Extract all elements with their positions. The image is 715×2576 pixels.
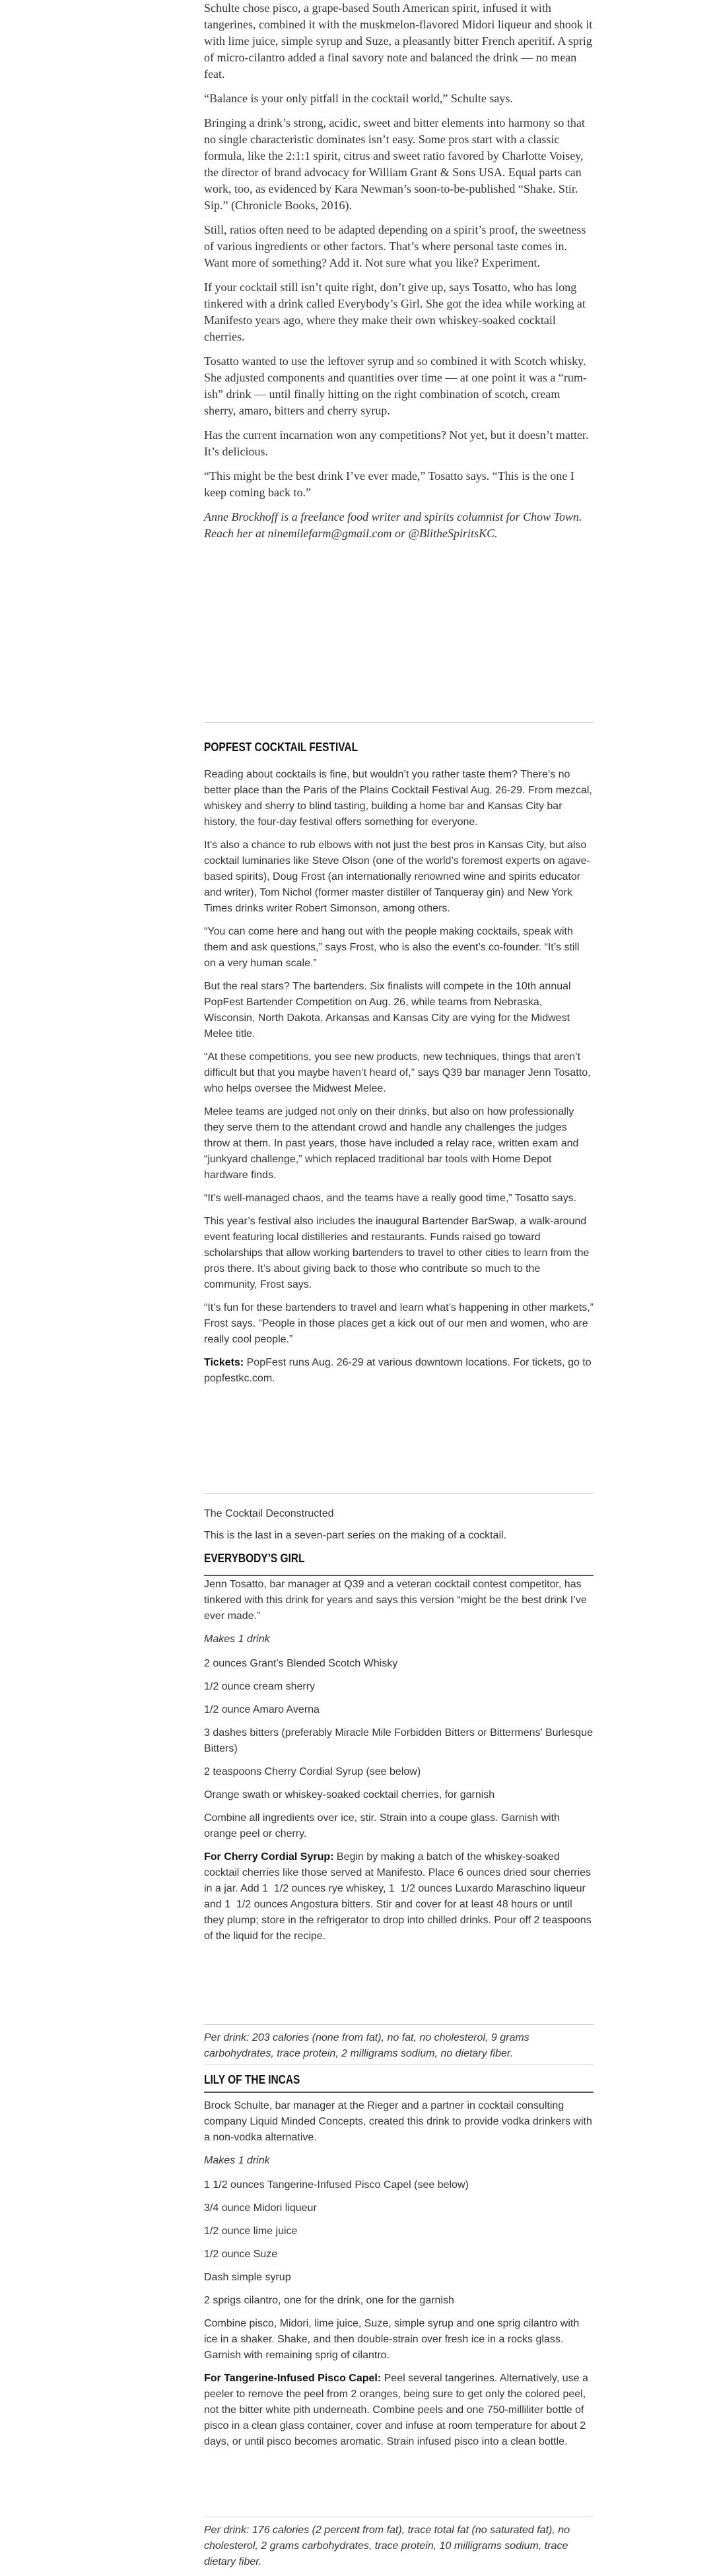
festival-paragraph: This year’s festival also includes the inaugural Bartender BarSwap, a walk-around event featuring local distilleries and restaurants. Funds raised go toward scholarships that allow working bartenders to travel to other cities to learn from the pros there. It’s about giving back to those who contribute so much to the community, Frost says. bbox=[204, 1216, 590, 1290]
ingredient-item: 3 dashes bitters (preferably Miracle Mile Forbidden Bitters or Bittermens’ Burlesque Bitters) bbox=[204, 1727, 593, 1754]
sub-recipe-text: Peel several tangerines. Alternatively, use a peeler to remove the peel from 2 oranges, being sure to get only the colored peel, not the bitter white pith underneath. Combine peels and one 750-milliliter bottle of pisco in a clean glass container, cover and infuse at room temperature for about 2 days, or until pisco becomes aromatic. Strain infused pisco into a clean bottle. bbox=[204, 2373, 588, 2447]
recipe-heading: LILY OF THE INCAS bbox=[204, 2073, 300, 2086]
ingredient-item: 2 sprigs cilantro, one for the drink, one for the garnish bbox=[204, 2295, 454, 2306]
sub-recipe-label: For Tangerine-Infused Pisco Capel: bbox=[204, 2373, 382, 2384]
ingredient-item: 1/2 ounce Suze bbox=[204, 2249, 278, 2260]
nutrition-info: Per drink: 203 calories (none from fat), no fat, no cholesterol, 9 grams carbohydrates, trace protein, 2 milligrams sodium, no dietary fiber. bbox=[204, 2032, 529, 2059]
ingredient-item: 1/2 ounce cream sherry bbox=[204, 1681, 316, 1692]
sub-recipe bbox=[204, 1849, 594, 1944]
ingredient-item: 2 teaspoons Cherry Cordial Syrup (see below) bbox=[204, 1766, 421, 1777]
ingredient-item: Orange swath or whiskey-soaked cocktail cherries, for garnish bbox=[204, 1789, 495, 1800]
ingredient-item: 1 1/2 ounces Tangerine-Infused Pisco Capel (see below) bbox=[204, 2179, 469, 2191]
festival-paragraph: It’s also a chance to rub elbows with not just the best pros in Kansas City, but also cocktail luminaries like Steve Olson (one of the world’s foremost experts on agave-based spirits), Doug Frost (an internationally renowned wine and spirits educator and writer), Tom Nichol (former master distiller of Tanqueray gin) and New York Times drinks writer Robert Simonson, among others. bbox=[204, 840, 590, 914]
recipe-yield: Makes 1 drink bbox=[204, 2155, 270, 2166]
festival-heading: POPFEST COCKTAIL FESTIVAL bbox=[204, 741, 358, 754]
author-bio: Anne Brockhoff is a freelance food writer and spirits columnist for Chow Town. Reach her at ninemilefarm@gmail.com or @BlitheSpiritsKC. bbox=[204, 510, 582, 540]
ingredient-item: 1/2 ounce Amaro Averna bbox=[204, 1704, 320, 1715]
sub-recipe bbox=[204, 2371, 594, 2450]
ingredient-item: Dash simple syrup bbox=[204, 2272, 291, 2283]
story-paragraph: “This might be the best drink I’ve ever made,” Tosatto says. “This is the one I keep coming back to.” bbox=[204, 469, 574, 499]
ingredient-item: 1/2 ounce lime juice bbox=[204, 2226, 298, 2237]
festival-paragraph: “You can come here and hang out with the people making cocktails, speak with them and ask questions,” says Frost, who is also the event’s co-founder. “It’s still on a very human scale.” bbox=[204, 926, 580, 969]
recipe-method: Combine pisco, Midori, lime juice, Suze, simple syrup and one sprig cilantro with ice in a shaker. Shake, and then double-strain over fresh ice in a rocks glass. Garnish with remaining sprig of cilantro. bbox=[204, 2318, 580, 2361]
section-divider bbox=[204, 2064, 594, 2065]
festival-box bbox=[204, 739, 594, 1394]
section-divider bbox=[204, 722, 594, 723]
recipe-intro: Jenn Tosatto, bar manager at Q39 and a veteran cocktail contest competitor, has tinkered with this drink for years and says this version “might be the best drink I’ve ever made.” bbox=[204, 1579, 587, 1622]
festival-paragraph: “It’s fun for these bartenders to travel and learn what’s happening in other markets,” Frost says. “People in those places get a kick out of our men and women, who are really cool people.” bbox=[204, 1302, 594, 1345]
tickets-text: PopFest runs Aug. 26-29 at various downtown locations. For tickets, go to popfestkc.com. bbox=[204, 1357, 592, 1384]
section-divider bbox=[204, 1493, 594, 1494]
ingredient-item: 3/4 ounce Midori liqueur bbox=[204, 2202, 317, 2214]
recipe-heading: EVERYBODY’S GIRL bbox=[204, 1552, 305, 1565]
series-note: This is the last in a seven-part series on the making of a cocktail. bbox=[204, 1530, 506, 1541]
story-paragraph: Bringing a drink’s strong, acidic, sweet and bitter elements into harmony so that no single characteristic dominates isn’t easy. Some pros start with a classic formula, like the 2:1:1 spirit, citrus and sweet ratio favored by Charlotte Voisey, the director of brand advocacy for William Grant & Sons USA. Equal parts can work, too, as evidenced by Kara Newman’s soon-to-be-published “Shake. Stir. Sip.” (Chronicle Books, 2016). bbox=[204, 116, 585, 212]
recipe-intro: Brock Schulte, bar manager at the Rieger and a partner in cocktail consulting company Liquid Minded Concepts, created this drink to provide vodka drinkers with a non-vodka alternative. bbox=[204, 2100, 592, 2143]
heading-underline bbox=[204, 1575, 594, 1576]
section-divider bbox=[204, 2024, 594, 2025]
story-paragraph: Still, ratios often need to be adapted depending on a spirit’s proof, the sweetness of various ingredients or other factors. That’s where personal taste comes in. Want more of something? Add it. Not sure what you like? Experiment. bbox=[204, 223, 586, 269]
tickets-label: Tickets: bbox=[204, 1357, 244, 1368]
heading-underline bbox=[204, 2092, 594, 2093]
recipe-method: Combine all ingredients over ice, stir. Strain into a coupe glass. Garnish with orange peel or cherry. bbox=[204, 1812, 560, 1839]
festival-paragraph: “It’s well-managed chaos, and the teams have a really good time,” Tosatto says. bbox=[204, 1193, 577, 1204]
series-title: The Cocktail Deconstructed bbox=[204, 1508, 334, 1519]
tickets-info bbox=[204, 1355, 594, 1387]
nutrition-info: Per drink: 176 calories (2 percent from fat), trace total fat (no saturated fat), no cholesterol, 2 grams carbohydrates, trace protein, 10 milligrams sodium, trace dietary fiber. bbox=[204, 2525, 570, 2567]
story-paragraph: Schulte chose pisco, a grape-based South American spirit, infused it with tangerines, combined it with the muskmelon-flavored Midori liqueur and shook it with lime juice, simple syrup and Suze, a pleasantly bitter French aperitif. A sprig of micro-cilantro added a final savory note and balanced the drink — no mean feat. bbox=[204, 1, 593, 81]
sub-recipe-label: For Cherry Cordial Syrup: bbox=[204, 1851, 334, 1863]
ingredient-item: 2 ounces Grant’s Blended Scotch Whisky bbox=[204, 1658, 398, 1669]
recipe-lily-of-the-incas bbox=[204, 2072, 594, 2457]
festival-paragraph: Reading about cocktails is fine, but wouldn’t you rather taste them? There’s no better place than the Paris of the Plains Cocktail Festival Aug. 26-29. From mezcal, whiskey and sherry to blind tasting, building a home bar and Kansas City bar history, the four-day festival offers something for everyone. bbox=[204, 769, 592, 828]
story-paragraph: “Balance is your only pitfall in the cocktail world,” Schulte says. bbox=[204, 92, 513, 105]
festival-paragraph: But the real stars? The bartenders. Six finalists will compete in the 10th annual PopFest Bartender Competition on Aug. 26, while teams from Nebraska, Wisconsin, North Dakota, Arkansas and Kansas City are vying for the Midwest Melee title. bbox=[204, 981, 571, 1040]
sub-recipe-text: Begin by making a batch of the whiskey-soaked cocktail cherries like those served at Manifesto. Place 6 ounces dried sour cherries in a jar. Add 1 1/2 ounces rye whiskey, 1 1/2 ounces Luxardo Maraschino liqueur and 1 1/2 ounces Angostura bitters. Stir and cover for at least 48 hours or until they plump; store in the refrigerator to drop into chilled drinks. Pour off 2 teaspoons of the liquid for the recipe. bbox=[204, 1851, 592, 1942]
recipe-yield: Makes 1 drink bbox=[204, 1634, 270, 1645]
recipe-everybodys-girl bbox=[204, 1506, 594, 1952]
festival-paragraph: “At these competitions, you see new products, new techniques, things that aren’t difficult but that you maybe haven’t heard of,” says Q39 bar manager Jenn Tosatto, who helps oversee the Midwest Melee. bbox=[204, 1051, 591, 1094]
story-paragraph: Has the current incarnation won any competitions? Not yet, but it doesn’t matter. It’s delicious. bbox=[204, 428, 589, 458]
festival-paragraph: Melee teams are judged not only on their drinks, but also on how professionally they serve them to the attendant crowd and handle any challenges the judges throw at them. In past years, those have included a relay race, written exam and “junkyard challenge,” which replaced traditional bar tools with Home Depot hardware finds. bbox=[204, 1106, 579, 1181]
story-body bbox=[204, 0, 594, 550]
story-paragraph: If your cocktail still isn’t quite right, don’t give up, says Tosatto, who has long tinkered with a drink called Everybody’s Girl. She got the idea while working at Manifesto years ago, where they make their own whiskey-soaked cocktail cherries. bbox=[204, 281, 586, 343]
story-paragraph: Tosatto wanted to use the leftover syrup and so combined it with Scotch whisky. She adjusted components and quantities over time — at one point it was a “rum-ish” drink — until finally hitting on the right combination of scotch, cream sherry, amaro, bitters and cherry syrup. bbox=[204, 354, 587, 417]
